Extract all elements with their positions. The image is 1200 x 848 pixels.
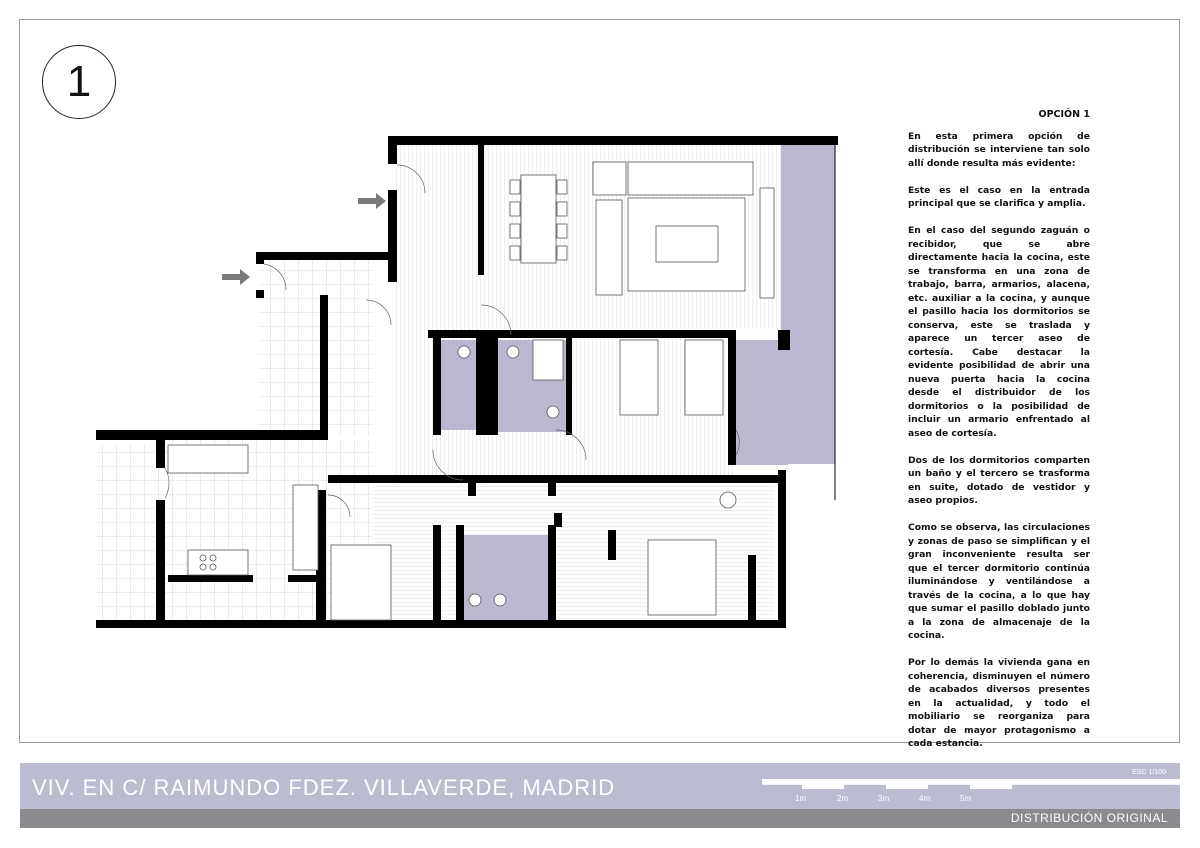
title-block [20,763,1180,828]
paragraph-3: En el caso del segundo zaguán o recibidor, que se abre directamente hacia la cocina, este se transforma en una zona de trabajo, barra, armarios, alacena, etc. auxiliar a la cocina, y aunque el pasillo hacia los dormitorios se conserva, este se traslada y aparece un tercer aseo de cortesía. Cabe destacar la evidente posibilidad de abrir una nueva puerta hacia la cocina desde el distribuidor de los dormitorios o la posibilidad de incluir un armario enfrentado al aseo de cortesía. [908,225,1090,439]
description-panel [908,108,1090,764]
sheet-number: 1 [66,57,92,106]
paragraph-5: Como se observa, las circulaciones y zonas de paso se simplifican y el gran inconveniente resulta ser que el tercer dormitorio continúa iluminándose y ventilándose a través de la cocina, a lo que hay que sumar el pasillo doblado junto a la zona de almacenaje de la cocina. [908,522,1090,641]
terrace-floor [96,445,158,623]
entry-2-floor [258,260,373,435]
option-heading: OPCIÓN 1 [1038,109,1090,120]
paragraph-4: Dos de los dormitorios comparten un baño y el tercero se trasforma en suite, dotado de vestidor y aseo propios. [908,454,1090,506]
scale-tick-1m: 1m [795,794,807,803]
project-title: VIV. EN C/ RAIMUNDO FDEZ. VILLAVERDE, MADRID [32,775,616,800]
paragraph-1: En esta primera opción de distribución se interviene tan solo allí donde resulta más evidente: [908,130,1090,169]
floor-plan [88,130,848,635]
suite-bathroom [460,535,550,620]
terrace-gallery [781,144,835,464]
scale-tick-4m: 4m [919,794,931,803]
scale-bar [762,777,1182,805]
gallery-extension [733,340,788,465]
scale-tick-2m: 2m [837,794,849,803]
drawing-subtitle: DISTRIBUCIÓN ORIGINAL [1010,811,1168,825]
sheet-number-badge [42,45,116,119]
subtitle-band [20,809,1180,828]
scale-tick-3m: 3m [878,794,890,803]
paragraph-6: Por lo demás la vivienda gana en coherencia, disminuyen el número de acabados diversos presentes en la actualidad, y todo el mobiliario se reorganiza para dotar de mayor protagonismo a cada estancia. [908,657,1090,749]
main-entry-arrow [358,193,386,209]
scale-tick-5m: 5m [960,794,972,803]
paragraph-2: Este es el caso en la entrada principal que se clarifica y amplia. [908,184,1090,209]
scale-label: ESC 1/100 [1132,769,1166,776]
service-entry-arrow [222,269,250,285]
